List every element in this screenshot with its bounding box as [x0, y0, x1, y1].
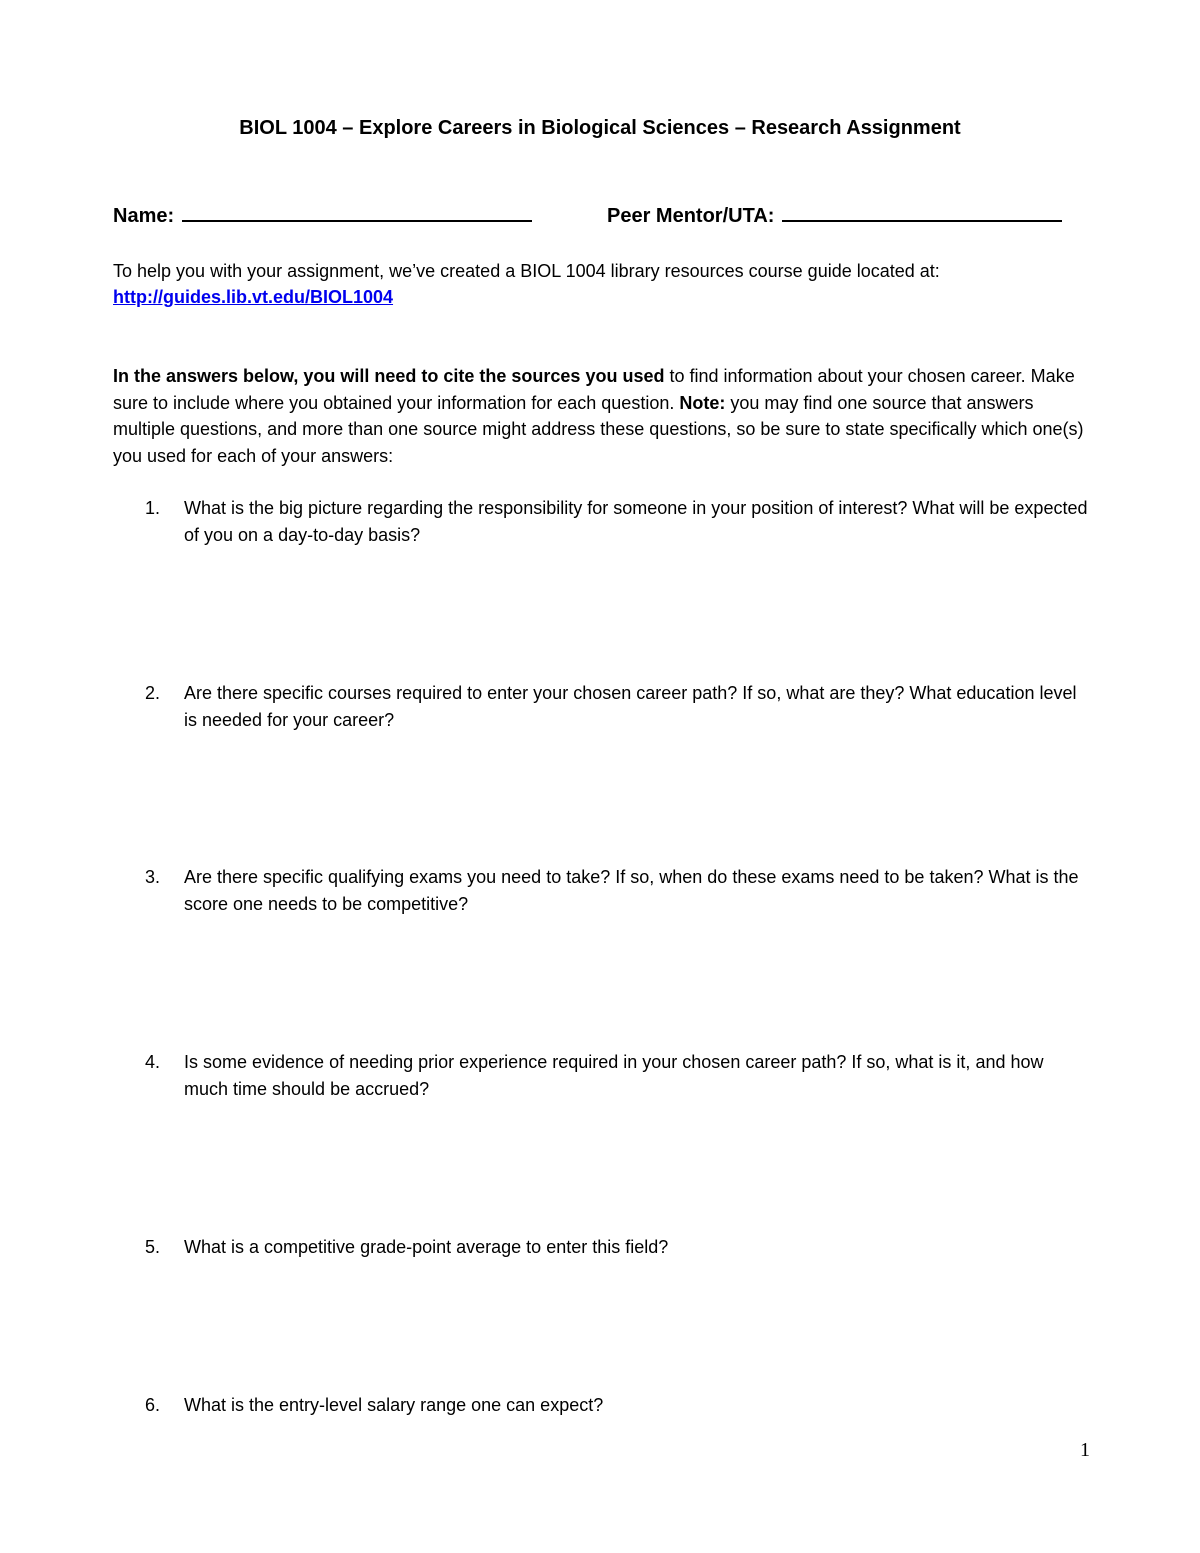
instructions-paragraph [113, 363, 1088, 469]
peer-mentor-blank-line[interactable] [782, 200, 1062, 222]
note-label: Note: [679, 392, 726, 413]
question-number: 4. [145, 1052, 161, 1072]
question-text: Are there specific courses required to enter your chosen career path? If so, what are they? What education level is needed for your career? [184, 683, 1077, 730]
instructions-text-2: you may find one source that answers multiple questions, and more than one source might address these questions, so be sure to state specifically which one(s) you used for each of your answers: [113, 392, 1084, 466]
question-text: What is the big picture regarding the responsibility for someone in your position of interest? What will be expected of you on a day-to-day basis? [184, 498, 1088, 545]
instructions-bold-lead: In the answers below, you will need to cite the sources you used [113, 366, 665, 386]
peer-mentor-field [607, 200, 1062, 230]
question-text: What is the entry-level salary range one can expect? [184, 1395, 604, 1415]
document-title: BIOL 1004 – Explore Careers in Biological Sciences – Research Assignment [239, 117, 961, 139]
question-number: 5. [145, 1237, 161, 1257]
course-guide-link[interactable]: http://guides.lib.vt.edu/BIOL1004 [113, 287, 394, 307]
question-number: 1. [145, 498, 161, 518]
intro-text: To help you with your assignment, we’ve created a BIOL 1004 library resources course guide located at: [113, 261, 940, 281]
question-text: What is a competitive grade-point average to enter this field? [184, 1237, 669, 1257]
page-number: 1 [1080, 1439, 1090, 1461]
question-text: Are there specific qualifying exams you need to take? If so, when do these exams need to be taken? What is the score one needs to be competitive? [184, 867, 1079, 914]
peer-mentor-label: Peer Mentor/UTA: [607, 205, 775, 227]
header-fields [113, 200, 1088, 230]
intro-paragraph [113, 258, 1088, 310]
question-text: Is some evidence of needing prior experience required in your chosen career path? If so, what is it, and how much time should be accrued? [184, 1052, 1044, 1099]
name-label: Name: [113, 205, 175, 227]
name-field [113, 200, 532, 230]
name-blank-line[interactable] [182, 200, 532, 222]
question-number: 2. [145, 683, 161, 703]
question-number: 3. [145, 867, 161, 887]
instructions-text-1: to find information about your chosen career. Make sure to include where you obtained your information for each question. [113, 366, 1075, 413]
question-number: 6. [145, 1395, 161, 1415]
